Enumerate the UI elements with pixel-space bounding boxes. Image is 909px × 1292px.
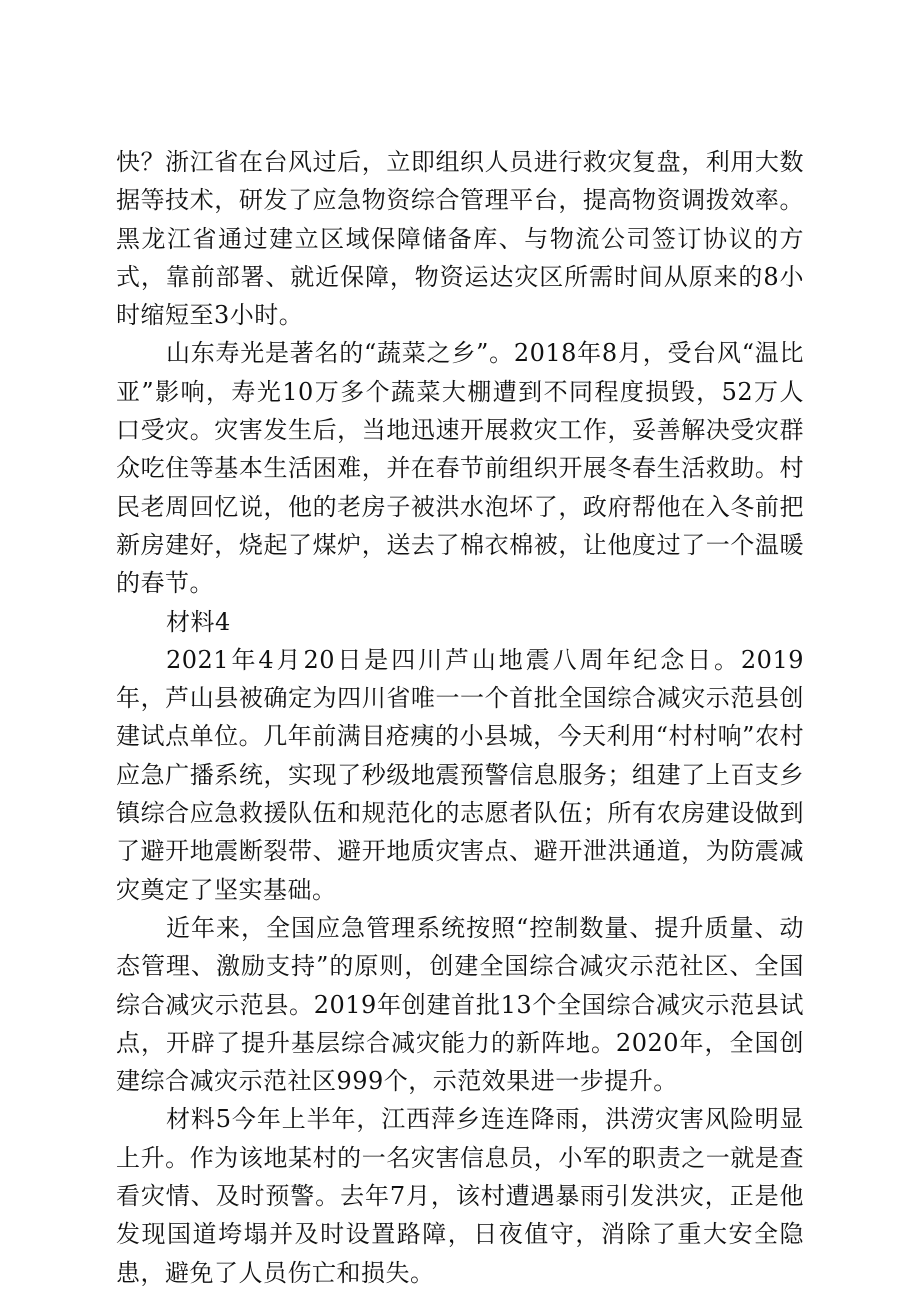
paragraph-continuation: 快？浙江省在台风过后，立即组织人员进行救灾复盘，利用大数据等技术，研发了应急物资综合管理平台，提高物资调拨效率。黑龙江省通过建立区域保障储备库、与物流公司签订协议的方式，靠前部署、就近保障，物资运达灾区所需时间从原来的8小时缩短至3小时。 xyxy=(116,148,804,330)
document-body xyxy=(116,143,804,1292)
material-4-heading: 材料4 xyxy=(166,607,231,636)
paragraph-material-5: 材料5今年上半年，江西萍乡连连降雨，洪涝灾害风险明显上升。作为该地某村的一名灾害信息员，小军的职责之一就是查看灾情、及时预警。去年7月，该村遭遇暴雨引发洪灾，正是他发现国道垮塌并及时设置路障，日夜值守，消除了重大安全隐患，避免了人员伤亡和损失。 xyxy=(116,1105,804,1287)
paragraph-demonstration: 近年来，全国应急管理系统按照“控制数量、提升质量、动态管理、激励支持”的原则，创建全国综合减灾示范社区、全国综合减灾示范县。2019年创建首批13个全国综合减灾示范县试点，开辟了提升基层综合减灾能力的新阵地。2020年，全国创建综合减灾示范社区999个，示范效果进一步提升。 xyxy=(116,913,804,1096)
paragraph-lushan: 2021年4月20日是四川芦山地震八周年纪念日。2019年，芦山县被确定为四川省唯一一个首批全国综合减灾示范县创建试点单位。几年前满目疮痍的小县城，今天利用“村村响”农村应急广播系统，实现了秒级地震预警信息服务；组建了上百支乡镇综合应急救援队伍和规范化的志愿者队伍；所有农房建设做到了避开地震断裂带、避开地质灾害点、避开泄洪通道，为防震减灾奠定了坚实基础。 xyxy=(116,645,804,904)
paragraph-shouguang: 山东寿光是著名的“蔬菜之乡”。2018年8月，受台风“温比亚”影响，寿光10万多个蔬菜大棚遭到不同程度损毁，52万人口受灾。灾害发生后，当地迅速开展救灾工作，妥善解决受灾群众吃住等基本生活困难，并在春节前组织开展冬春生活救助。村民老周回忆说，他的老房子被洪水泡坏了，政府帮他在入冬前把新房建好，烧起了煤炉，送去了棉衣棉被，让他度过了一个温暖的春节。 xyxy=(116,339,804,598)
